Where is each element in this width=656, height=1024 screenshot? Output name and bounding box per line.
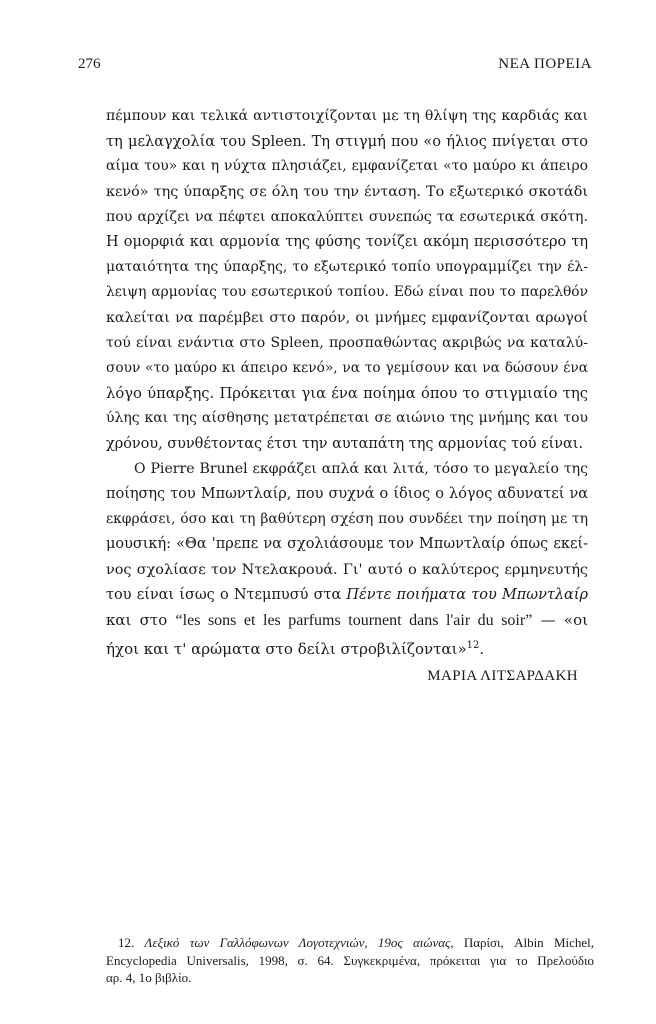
text-line: εκφράσει, όσο και τη βαθύτερη σχέση που συνδέει την ποίηση με τη <box>106 511 588 528</box>
footnote-text: , Παρίσι, Albin Michel, <box>450 935 595 950</box>
footnote <box>106 934 594 987</box>
text-line: που αρχίζει να πέφτει αποκαλύπτει συνεπώς τα εσωτερικά σκότη. <box>106 208 588 225</box>
footnote-line: Encyclopedia Universalis, 1998, σ. 64. Συγκεκριμένα, πρόκειται για το Πρελούδιο <box>106 952 594 968</box>
footnote-number: 12. <box>118 935 145 950</box>
text-line: ματαιότητα της ύπαρξης, το εξωτερικό τοπίο υπογραμμίζει την έλ- <box>106 259 588 276</box>
text-line: τού είναι ενάντια στο Spleen, προσπαθώντας ακριβώς να καταλύ- <box>106 334 588 351</box>
text-fragment: — «οι <box>532 611 588 630</box>
french-quote: “les sons et les parfums tournent dans l'air du soir” <box>175 612 533 630</box>
text-line: Ο Pierre Brunel εκφράζει απλά και λιτά, τόσο το μεγαλείο της <box>134 460 588 477</box>
text-fragment: και στο <box>106 611 176 630</box>
text-line: τη μελαγχολία του Spleen. Τη στιγμή που «ο ήλιος πνίγεται στο <box>106 133 588 151</box>
text-line: πέμπουν και τελικά αντιστοιχίζονται με τη θλίψη της καρδιάς και <box>106 108 588 124</box>
author-signature: ΜΑΡΙΑ ΛΙΤΣΑΡΔΑΚΗ <box>427 668 578 684</box>
text-line <box>106 583 588 608</box>
text-line: νος σχολίασε τον Ντελακρουά. Γι' αυτό ο καλύτερος ερμηνευτής <box>106 561 588 578</box>
italic-title: Πέντε ποιήματα του Μπωντλαίρ <box>346 586 589 603</box>
text-line: ύλης και της αίσθησης μετατρέπεται σε αιώνιο της μνήμης και του <box>106 410 588 427</box>
text-line: χρόνου, συνθέτοντας έτσι την αυταπάτη της αρμονίας τού είναι. <box>106 435 584 452</box>
text-fragment: του είναι ίσως ο Ντεμπυσύ στα <box>106 586 347 603</box>
text-line: καλείται να παρέμβει στο παρόν, οι μνήμες εμφανίζονται αρωγοί <box>106 309 588 326</box>
running-title: ΝΕΑ ΠΟΡΕΙΑ <box>498 56 592 72</box>
text-line: αίμα του» και η νύχτα πλησιάζει, εμφανίζεται «το μαύρο κι άπειρο <box>106 158 588 175</box>
paragraph-2 <box>106 457 588 663</box>
page-number: 276 <box>78 56 101 72</box>
text-line: σουν «το μαύρο κι άπειρο κενό», να το γεμίσουν και να δώσουν ένα <box>106 360 588 377</box>
text-line: ποίησης του Μπωντλαίρ, που συχνά ο ίδιος ο λόγος αδυνατεί να <box>106 486 588 503</box>
text-fragment: ήχοι και τ' αρώματα στο δείλι στροβιλίζονται» <box>106 640 467 659</box>
footnote-title: Λεξικό των Γαλλόφωνων Λογοτεχνιών, 19ος αιώνας <box>144 935 451 950</box>
main-text <box>106 104 588 662</box>
paragraph-1 <box>106 104 588 457</box>
footnote-line: αρ. 4, 1ο βιβλίο. <box>106 970 192 985</box>
text-line <box>106 633 588 662</box>
footnote-line <box>106 934 594 952</box>
text-line: λειψη αρμονίας του εσωτερικού τοπίου. Εδώ είναι που το παρελθόν <box>106 284 588 301</box>
footnote-marker: 12 <box>466 640 480 652</box>
text-line: Η ομορφιά και αρμονία της φύσης τονίζει ακόμη περισσότερο τη <box>106 234 588 251</box>
text-line: λόγο ύπαρξης. Πρόκειται για ένα ποίημα όπου το στιγμιαίο της <box>106 385 588 403</box>
text-line: μουσική: «Θα 'πρεπε να σχολιάσουμε τον Μπωντλαίρ όπως εκεί- <box>106 536 588 553</box>
text-line: κενό» της ύπαρξης σε όλη του την ένταση. Το εξωτερικό σκοτάδι <box>106 183 588 200</box>
text-line <box>106 608 588 633</box>
text-fragment: . <box>479 640 485 659</box>
